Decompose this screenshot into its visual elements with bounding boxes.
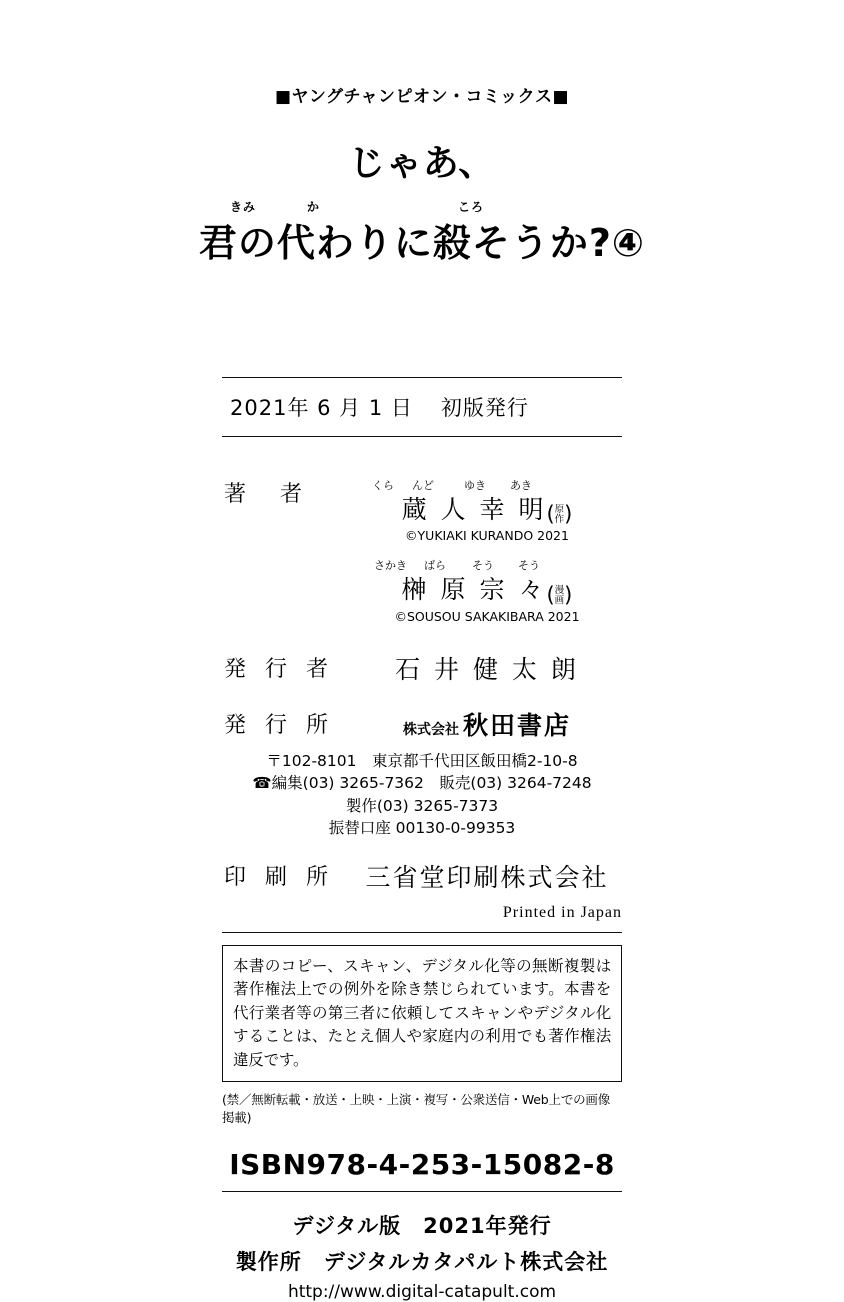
author-row-1 xyxy=(222,437,622,543)
author-value-2 xyxy=(352,557,622,623)
title-ruby-3: ころ xyxy=(458,200,485,214)
digital-edition-block xyxy=(0,1210,844,1302)
isbn-code: ISBN978-4-253-15082-8 xyxy=(229,1148,615,1182)
title-ruby-row xyxy=(212,198,632,212)
publisher-person-name: 石 井 健 太 朗 xyxy=(395,654,579,684)
author-1-ruby-4: あき xyxy=(510,479,532,492)
publisher-name: 秋田書店 xyxy=(462,710,571,740)
printer-row xyxy=(222,840,622,894)
author-2-ruby-2: ばら xyxy=(424,559,446,573)
author-1-ruby-1: くら xyxy=(372,479,394,492)
title-line-2: 君の代わりに殺そうか?④ xyxy=(198,221,646,265)
printed-in-japan: Printed in Japan xyxy=(502,903,622,921)
publisher-person-label: 発 行 者 xyxy=(224,657,334,683)
divider-under-isbn xyxy=(222,1191,622,1192)
title-block xyxy=(0,135,844,267)
author-value-1 xyxy=(352,477,622,543)
publication-edition: 初版発行 xyxy=(440,396,529,420)
author-2-ruby-4: そう xyxy=(518,559,540,573)
publisher-label: 発 行 所 xyxy=(224,713,334,739)
author-1-ruby-3: ゆき xyxy=(464,479,486,492)
publication-date: 2021年 6 月 1 日 xyxy=(230,396,413,420)
digital-producer-line: 製作所 デジタルカタパルト株式会社 xyxy=(235,1250,609,1275)
author-2-copyright: ©SOUSOU SAKAKIBARA 2021 xyxy=(394,608,580,624)
author-2-ruby-1: さかき xyxy=(374,559,407,573)
author-1-ruby-2: んど xyxy=(412,479,434,492)
colophon-page xyxy=(0,82,844,1302)
publisher-value xyxy=(352,706,622,742)
author-2-role: (漫 画) xyxy=(546,582,573,607)
digital-url: http://www.digital-catapult.com xyxy=(287,1282,557,1302)
publisher-row xyxy=(222,686,622,742)
colophon-table xyxy=(222,437,622,894)
author-1-name: 蔵 人 幸 明 xyxy=(401,495,547,524)
divider-before-notice xyxy=(222,932,622,933)
printer-value xyxy=(352,858,622,894)
publisher-person-value xyxy=(352,650,622,686)
address-line-4: 振替口座 00130-0-99353 xyxy=(328,819,516,838)
author-2-ruby-row xyxy=(352,557,622,573)
publisher-person-row xyxy=(222,624,622,686)
author-2-ruby-3: そう xyxy=(472,559,494,573)
address-line-1: 〒102-8101 東京都千代田区飯田橋2-10-8 xyxy=(266,751,578,770)
printer-label: 印 刷 所 xyxy=(224,865,334,891)
title-line-2-wrapper xyxy=(199,198,645,267)
digital-edition-line: デジタル版 2021年発行 xyxy=(292,1214,552,1239)
author-row-2 xyxy=(222,543,622,623)
publisher-address-block xyxy=(222,750,622,840)
printer-name: 三省堂印刷株式会社 xyxy=(365,862,609,892)
title-ruby-1: きみ xyxy=(230,200,257,214)
author-label: 著 者 xyxy=(224,482,309,507)
copyright-notice-sub: (禁／無断転載・放送・上映・上演・複写・公衆送信・Web上での画像掲載) xyxy=(222,1092,611,1126)
publisher-corp-type: 株式会社 xyxy=(402,721,459,738)
address-line-3: 製作(03) 3265-7373 xyxy=(345,796,499,815)
author-2-name: 榊 原 宗 々 xyxy=(401,575,547,605)
author-1-ruby-row xyxy=(352,477,622,490)
copyright-notice-box: 本書のコピー、スキャン、デジタル化等の無断複製は著作権法上での例外を除き禁じられています。本書を代行業者等の第三者に依頼してスキャンやデジタル化することは、たとえ個人や家庭内の利用でも著作権法違反です。 xyxy=(222,945,622,1083)
imprint-line: ■ヤングチャンピオン・コミックス■ xyxy=(274,87,570,107)
publication-date-row xyxy=(222,378,622,436)
address-line-2: ☎編集(03) 3265-7362 販売(03) 3264-7248 xyxy=(252,774,592,793)
title-line-1: じゃあ、 xyxy=(348,143,496,184)
author-1-role: (原 作) xyxy=(546,502,573,527)
author-1-copyright: ©YUKIAKI KURANDO 2021 xyxy=(405,528,569,544)
title-ruby-2: か xyxy=(307,200,321,214)
